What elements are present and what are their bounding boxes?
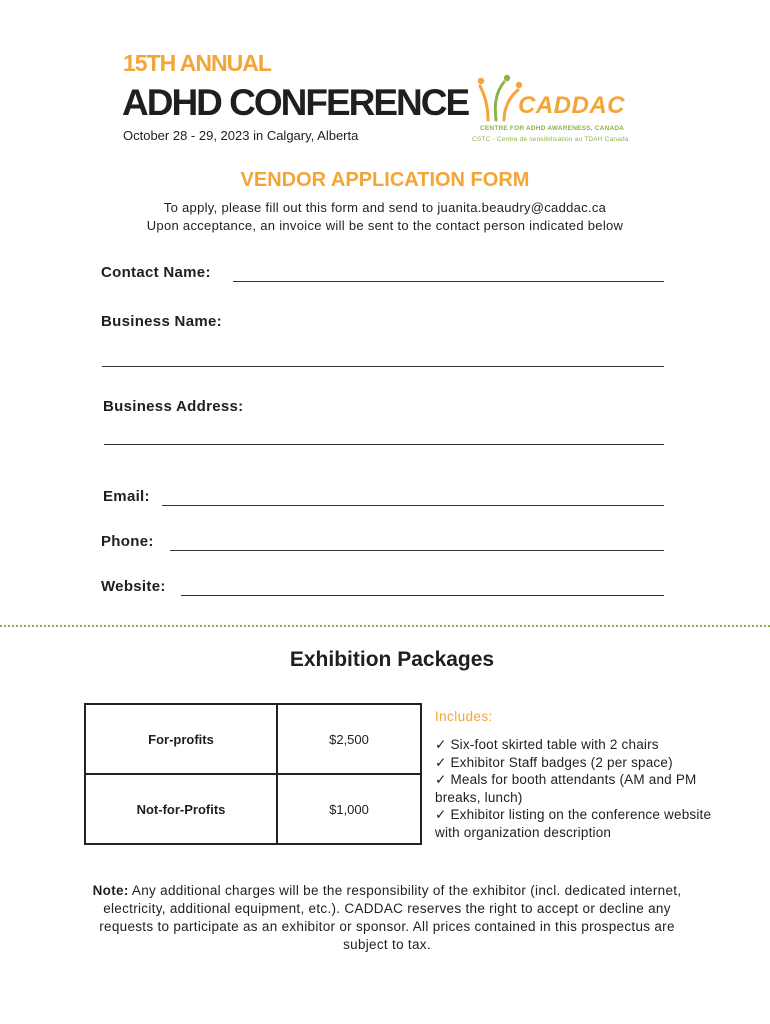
packages-title: Exhibition Packages xyxy=(289,648,495,671)
note-label: Note: xyxy=(92,883,129,898)
business-name-label: Business Name: xyxy=(101,313,222,330)
package-name: For-profits xyxy=(85,704,277,774)
table-row xyxy=(85,704,421,774)
list-item: ✓ Exhibitor Staff badges (2 per space) xyxy=(435,754,673,770)
website-label: Website: xyxy=(101,578,166,595)
logo-tagline-en: CENTRE FOR ADHD AWARENESS, CANADA xyxy=(480,125,625,132)
logo-tagline-fr: CSTC - Centre de sensibilisation au TDAH Canada xyxy=(472,136,629,143)
package-name: Not-for-Profits xyxy=(85,774,277,844)
form-intro-line1: To apply, please fill out this form and send to juanita.beaudry@caddac.ca xyxy=(163,200,607,215)
form-title: VENDOR APPLICATION FORM xyxy=(240,169,530,191)
caddac-wordmark: CADDAC xyxy=(518,92,625,119)
contact-name-label: Contact Name: xyxy=(101,264,211,281)
phone-label: Phone: xyxy=(101,533,154,550)
note-text: Any additional charges will be the responsibility of the exhibitor (incl. dedicated internet, electricity, additional equipment, etc.). CADDAC reserves the right to accept or decline any requests to participate as an exhibitor or sponsor. All prices contained in this prospectus are subject to tax. xyxy=(99,883,682,952)
email-field[interactable] xyxy=(162,505,664,506)
conference-title: ADHD CONFERENCE xyxy=(122,82,469,123)
list-item: ✓ Six-foot skirted table with 2 chairs xyxy=(435,737,659,752)
package-price: $1,000 xyxy=(277,774,421,844)
conference-date: October 28 - 29, 2023 in Calgary, Alberta xyxy=(123,128,359,143)
contact-name-field[interactable] xyxy=(233,281,664,282)
website-field[interactable] xyxy=(181,595,664,596)
section-divider xyxy=(0,625,770,627)
includes-heading: Includes: xyxy=(435,709,493,724)
business-address-field[interactable] xyxy=(104,444,664,445)
list-item: ✓ Meals for booth attendants (AM and PM breaks, lunch) xyxy=(435,772,697,805)
list-item: ✓ Exhibitor listing on the conference website with organization description xyxy=(435,807,712,840)
table-row xyxy=(85,774,421,844)
conference-annual-label: 15TH ANNUAL xyxy=(123,50,271,76)
form-intro-line2: Upon acceptance, an invoice will be sent to the contact person indicated below xyxy=(146,218,624,233)
includes-list xyxy=(435,736,735,841)
packages-table xyxy=(84,703,422,845)
phone-field[interactable] xyxy=(170,550,664,551)
business-address-label: Business Address: xyxy=(103,398,244,415)
email-label: Email: xyxy=(103,488,150,505)
package-price: $2,500 xyxy=(277,704,421,774)
note-paragraph xyxy=(80,882,694,954)
people-figures-icon xyxy=(478,74,522,124)
business-name-field[interactable] xyxy=(102,366,664,367)
